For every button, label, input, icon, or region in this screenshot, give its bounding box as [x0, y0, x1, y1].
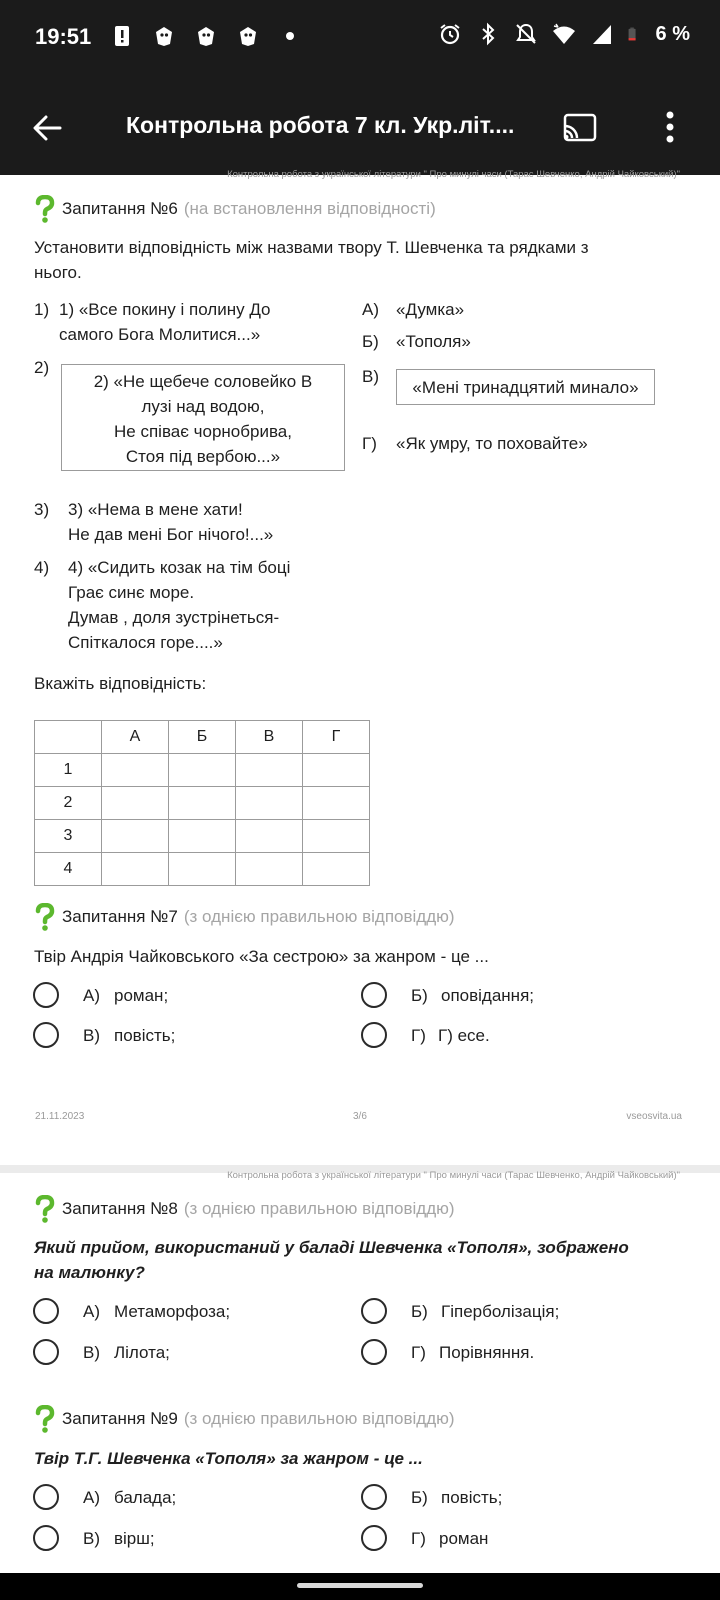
table-header-row — [35, 721, 370, 754]
radio-option-a[interactable] — [33, 982, 59, 1008]
row-label: 4 — [35, 853, 102, 886]
answer-prompt: Вкажіть відповідність: — [34, 674, 207, 693]
app-icon — [236, 24, 260, 48]
question-text: Установити відповідність між назвами твору Т. Шевченка та рядками з нього. — [34, 238, 589, 282]
radio-option-g[interactable] — [361, 1525, 387, 1551]
table-cell — [303, 853, 370, 886]
radio-option-b[interactable] — [361, 1484, 387, 1510]
document-title: Контрольна робота 7 кл. Укр.літ.... — [126, 112, 515, 138]
row-label: 1 — [35, 754, 102, 787]
app-icon — [194, 24, 218, 48]
question-type: (на встановлення відповідності) — [183, 199, 436, 218]
left-item-number: 1) — [34, 300, 50, 319]
table-cell — [236, 820, 303, 853]
table-cell — [236, 853, 303, 886]
status-bar — [0, 0, 720, 80]
battery-icon — [628, 22, 642, 46]
row-label: 3 — [35, 820, 102, 853]
question-title: Запитання №7 — [62, 907, 178, 926]
cast-icon[interactable] — [562, 112, 598, 144]
running-head: Контрольна робота з української літератури " Про минулі часи (Тарас Шевченко, Андрій Чайковський)" — [227, 1170, 680, 1181]
table-cell — [303, 754, 370, 787]
alarm-icon — [438, 22, 462, 46]
question-text: Твір Т.Г. Шевченка «Тополя» за жанром - це ... — [34, 1449, 423, 1468]
alert-icon — [110, 24, 134, 48]
right-item-letter: А) — [362, 300, 379, 319]
option-text: оповідання; — [441, 986, 535, 1005]
option-letter: Г) — [411, 1343, 426, 1362]
question-9-header — [34, 1405, 455, 1433]
question-type: (з однією правильною відповіддю) — [183, 1199, 455, 1218]
question-mark-icon — [34, 903, 56, 931]
radio-option-v[interactable] — [33, 1022, 59, 1048]
option-text: роман; — [114, 986, 169, 1005]
footer-page-number: 3/6 — [353, 1111, 367, 1122]
table-cell — [303, 820, 370, 853]
right-item-v-box: «Мені тринадцятий минало» — [396, 369, 655, 405]
question-mark-icon — [34, 1405, 56, 1433]
bluetooth-icon — [476, 22, 500, 46]
option-letter: Б) — [411, 986, 428, 1005]
status-time: 19:51 — [35, 24, 92, 49]
right-item-letter: Г) — [362, 434, 377, 453]
app-icon — [152, 24, 176, 48]
radio-option-g[interactable] — [361, 1339, 387, 1365]
battery-percent: 6 % — [655, 22, 690, 45]
table-cell — [102, 853, 169, 886]
table-header-cell — [35, 721, 102, 754]
radio-option-g[interactable] — [361, 1022, 387, 1048]
question-title: Запитання №9 — [62, 1409, 178, 1428]
option-letter: Г) — [411, 1529, 426, 1548]
option-letter: Г) — [411, 1026, 426, 1045]
radio-option-v[interactable] — [33, 1339, 59, 1365]
option-text: Метаморфоза; — [114, 1302, 231, 1321]
signal-icon — [590, 22, 614, 46]
right-item-b: «Тополя» — [396, 332, 471, 351]
right-item-letter: Б) — [362, 332, 379, 351]
notification-icons — [110, 24, 302, 48]
left-item-number: 2) — [34, 358, 50, 377]
table-cell — [169, 853, 236, 886]
table-row — [35, 787, 370, 820]
question-title: Запитання №6 — [62, 199, 178, 218]
left-item-3: 3) «Нема в мене хати! Не дав мені Бог нічого!...» — [68, 500, 274, 544]
right-item-letter: В) — [362, 367, 379, 386]
left-item-2-box: 2) «Не щебече соловейко В лузі над водою, Не співає чорнобрива, Стоя під вербою...» — [61, 364, 345, 471]
home-gesture-handle[interactable] — [297, 1583, 423, 1588]
radio-option-a[interactable] — [33, 1298, 59, 1324]
document-page — [0, 169, 720, 1165]
table-row — [35, 754, 370, 787]
left-item-4: 4) «Сидить козак на тім боці Грає синє море. Думав , доля зустрінеться- Спіткалося горе....» — [68, 558, 291, 652]
table-cell — [169, 787, 236, 820]
option-letter: В) — [83, 1026, 100, 1045]
row-label: 2 — [35, 787, 102, 820]
radio-option-v[interactable] — [33, 1525, 59, 1551]
table-cell — [169, 754, 236, 787]
more-options-icon[interactable] — [655, 107, 685, 147]
option-letter: Б) — [411, 1302, 428, 1321]
radio-option-a[interactable] — [33, 1484, 59, 1510]
navigation-bar — [0, 1573, 720, 1600]
right-item-a: «Думка» — [396, 300, 465, 319]
table-header-cell: Г — [303, 721, 370, 754]
option-letter: В) — [83, 1529, 100, 1548]
answer-matrix — [34, 720, 370, 886]
option-text: Г) есе. — [438, 1026, 490, 1045]
option-text: Гіперболізація; — [441, 1302, 560, 1321]
back-arrow-icon[interactable] — [28, 108, 68, 148]
table-cell — [102, 787, 169, 820]
question-mark-icon — [34, 1195, 56, 1223]
option-text: роман — [439, 1529, 489, 1548]
dot-icon — [278, 24, 302, 48]
question-7-header — [34, 903, 455, 931]
question-text: Твір Андрія Чайковського «За сестрою» за жанром - це ... — [34, 947, 489, 966]
table-cell — [236, 787, 303, 820]
table-header-cell: В — [236, 721, 303, 754]
right-item-g: «Як умру, то поховайте» — [396, 434, 588, 453]
footer-date: 21.11.2023 — [35, 1111, 85, 1122]
question-text: Який прийом, використаний у баладі Шевченка «Тополя», зображено на малюнку? — [34, 1238, 629, 1282]
option-text: Порівняння. — [439, 1343, 535, 1362]
option-letter: А) — [83, 1488, 100, 1507]
option-text: вірш; — [114, 1529, 155, 1548]
option-letter: В) — [83, 1343, 100, 1362]
running-head: Контрольна робота з української літератури " Про минулі часи (Тарас Шевченко, Андрій Чайковський)" — [227, 169, 680, 180]
table-header-cell: Б — [169, 721, 236, 754]
question-title: Запитання №8 — [62, 1199, 178, 1218]
question-8-header — [34, 1195, 455, 1223]
app-bar — [0, 80, 720, 175]
radio-option-b[interactable] — [361, 1298, 387, 1324]
table-cell — [102, 754, 169, 787]
table-header-cell: А — [102, 721, 169, 754]
left-item-number: 4) — [34, 558, 50, 577]
left-item-number: 3) — [34, 500, 50, 519]
table-cell — [303, 787, 370, 820]
question-type: (з однією правильною відповіддю) — [183, 907, 455, 926]
document-page — [0, 1170, 720, 1573]
option-letter: Б) — [411, 1488, 428, 1507]
question-mark-icon — [34, 195, 56, 223]
option-text: Лілота; — [114, 1343, 170, 1362]
table-row — [35, 853, 370, 886]
option-letter: А) — [83, 1302, 100, 1321]
option-letter: А) — [83, 986, 100, 1005]
table-cell — [169, 820, 236, 853]
mute-icon — [514, 22, 538, 46]
option-text: повість; — [441, 1488, 503, 1507]
footer-site: vseosvita.ua — [626, 1111, 682, 1122]
option-text: балада; — [114, 1488, 177, 1507]
table-row — [35, 820, 370, 853]
table-cell — [102, 820, 169, 853]
question-6-header — [34, 195, 436, 223]
table-cell — [236, 754, 303, 787]
system-icons — [438, 22, 690, 46]
option-text: повість; — [114, 1026, 176, 1045]
radio-option-b[interactable] — [361, 982, 387, 1008]
question-type: (з однією правильною відповіддю) — [183, 1409, 455, 1428]
left-item-1: 1) «Все покину і полину До самого Бога Молитися...» — [59, 300, 271, 344]
wifi-icon — [552, 22, 576, 46]
